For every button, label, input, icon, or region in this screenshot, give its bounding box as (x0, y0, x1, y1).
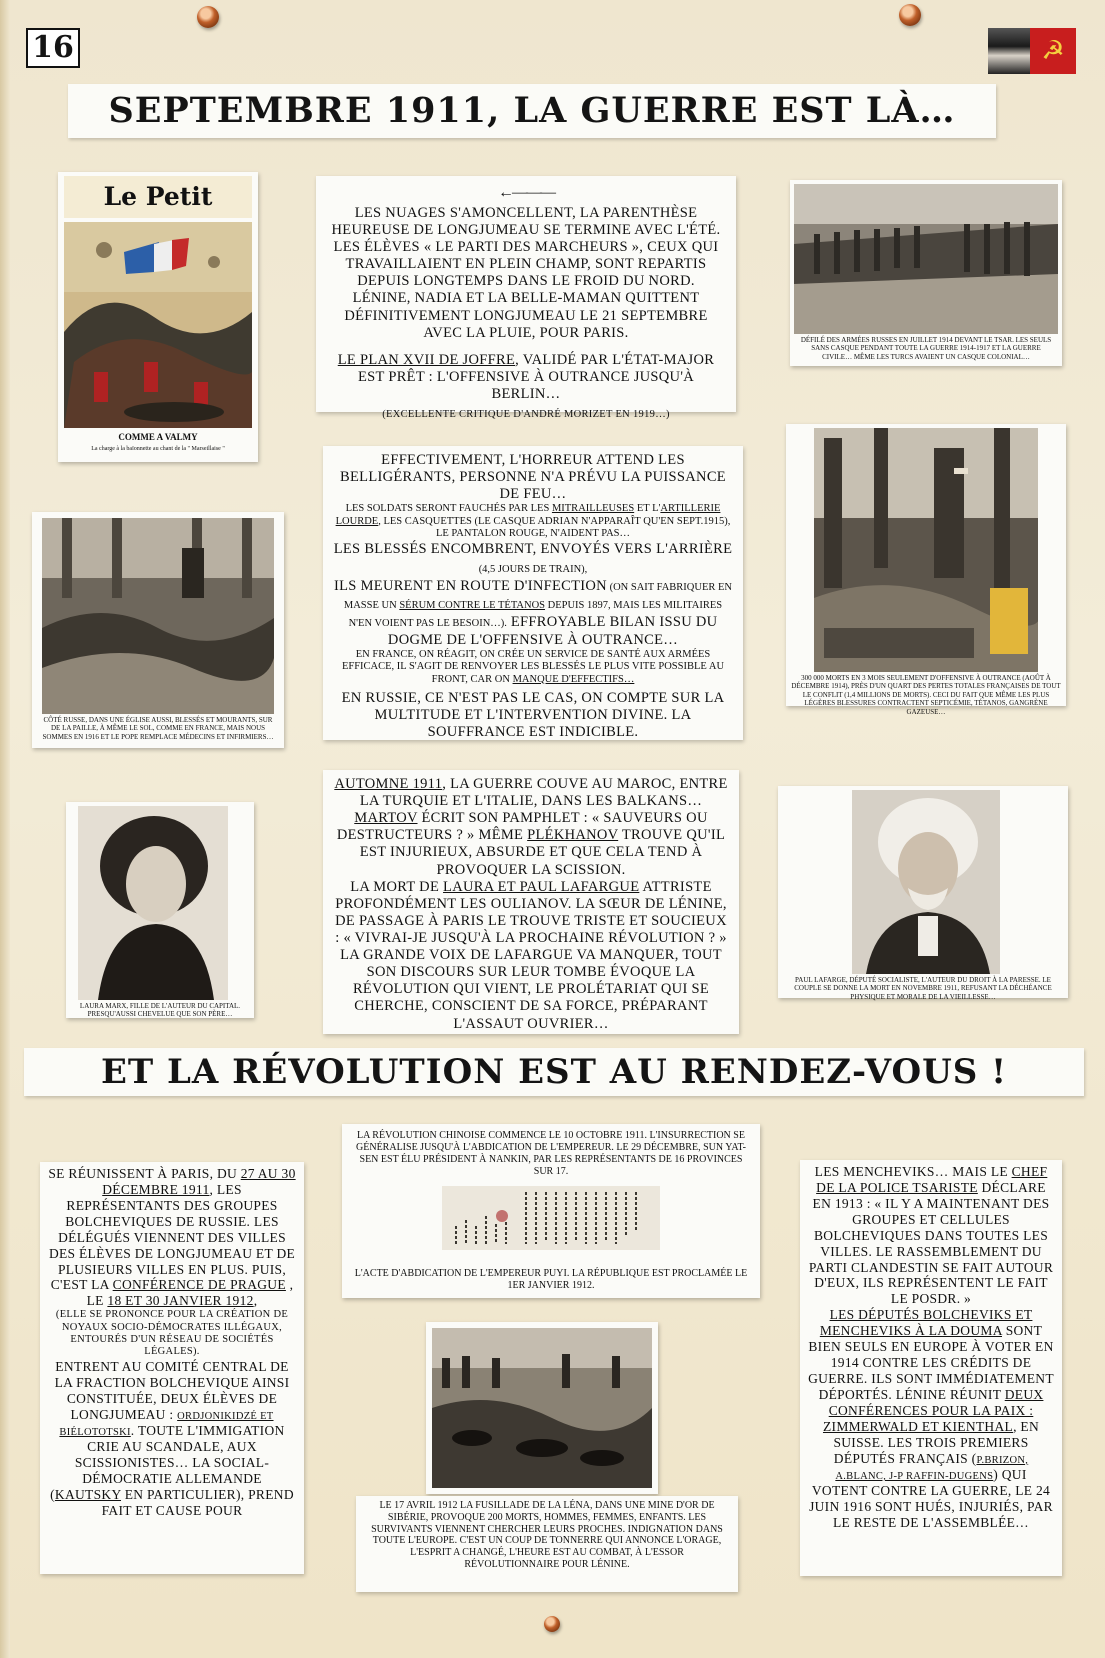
names-link: ORDJONIKIDZÉ ET BIÉLOTOTSKI (59, 1410, 274, 1438)
page-title: SEPTEMBRE 1911, LA GUERRE EST LÀ… (68, 84, 996, 138)
panel-number: 16 (26, 28, 80, 68)
block3-t5: ATTRISTE PROFONDÉMENT LES OULIANOV. LA SŒUR DE LÉNINE, DE PASSAGE À PARIS LE TROUVE TRISTE ET SOUCIEUX : « VIVRAI-JE JUSQU'À LA PROCHAINE RÉVOLUTION ? » LA GRANDE VOIX DE LAFARGUE VA MANQUER, TOUT SON DISCOURS SUR LEUR TOMBE ÉVOQUE LA RÉVOLUTION QUI VIENT, LE PROLÉTARIAT QUI SE CHERCHE, CONSCIENT DE SA FORCE, PRÉPARANT L'ASSAUT OUVRIER… (335, 878, 727, 1032)
pin-icon (899, 4, 921, 26)
lenin-logo (988, 28, 1076, 74)
parade-photo-card (790, 180, 1062, 366)
prague-link: CONFÉRENCE DE PRAGUE (112, 1277, 286, 1293)
journal-masthead: Le Petit (64, 176, 252, 218)
artillerie-link: ARTILLERIE LOURDE (335, 503, 721, 527)
chinese-revolution-text: LA RÉVOLUTION CHINOISE COMMENCE LE 10 OCTOBRE 1911. L'INSURRECTION SE GÉNÉRALISE JUSQU'À L'ABDICATION DE L'EMPEREUR. LE 29 DÉCEMBRE, SUN YAT-SEN EST ÉLU PRÉSIDENT À NANKIN, PAR LES REPRÉSENTANTS DE 16 PROVINCES SUR 17. (356, 1130, 746, 1177)
dates2-link: 18 ET 30 JANVIER 1912 (107, 1293, 254, 1309)
text-block-mencheviks (800, 1160, 1062, 1576)
block4-f: . TOUTE L'IMMIGATION CRIE AU SCANDALE, AUX SCISSIONISTES… LA SOCIAL-DÉMOCRATIE ALLEMANDE ( (50, 1422, 285, 1503)
block2-p2b: ET L' (634, 503, 661, 515)
laura-portrait (78, 806, 228, 1000)
chef-link: CHEF DE LA POLICE TSARISTE (816, 1164, 1048, 1195)
journal-subline: La charge à la baïonnette au chant de la " Marseillaise " (91, 446, 225, 452)
block1-text: LES NUAGES S'AMONCELLENT, LA PARENTHÈSE HEUREUSE DE LONGJUMEAU SE TERMINE AVEC L'ÉTÉ. LES ÉLÈVES « LE PARTI DES MARCHEURS », CEUX QUI TRAVAILLAIENT EN PLEIN CHAMP, SONT REPARTIS DEPUIS LONGTEMPS DANS LE FROID DU NORD. LÉNINE, NADIA ET LA BELLE-MAMAN QUITTENT DÉFINITIVEMENT LONGJUMEAU LE 21 SEPTEMBRE AVEC LA PLUIE, POUR PARIS. (331, 204, 721, 341)
block4-d: , (253, 1293, 258, 1309)
deputes-names-link: P.BRIZON, A.BLANC, J-P RAFFIN-DUGENS (835, 1454, 1029, 1482)
plekhanov-link: PLÉKHANOV (527, 827, 619, 844)
block2-p2a: LES SOLDATS SERONT FAUCHÉS PAR LES (345, 503, 552, 515)
block2-p5: EFFROYABLE BILAN ISSU DU DOGME DE L'OFFENSIVE À OUTRANCE… (387, 613, 718, 648)
text-block-prague (40, 1162, 304, 1574)
ruins-caption: 300 000 MORTS EN 3 MOIS SEULEMENT D'OFFENSIVE À OUTRANCE (AOÛT À DÉCEMBRE 1914), PRÈS D'UN QUART DES PERTES TOTALES FRANÇAISES DE TOUT LE CONFLIT (1,4 MILLIONS DE MORTS). CECI DU FAIT QUE MÊME LES PLUS LÉGÈRES BLESSURES CONTRACTENT SEPTICÉMIE, TÉTANOS, GANGRÈNE GAZEUSE… (791, 674, 1061, 716)
manque-link: MANQUE D'EFFECTIFS… (512, 673, 635, 685)
mitrailleuses-link: MITRAILLEUSES (551, 503, 635, 515)
board-edge (0, 0, 10, 1658)
church-photo (42, 518, 274, 714)
portrait-icon (988, 28, 1030, 74)
journal-headline: COMME A VALMY (118, 432, 198, 442)
lafargue-link: LAURA ET PAUL LAFARGUE (443, 878, 640, 895)
hammer-icon: ☭ (1030, 28, 1076, 74)
block3-t1: , LA GUERRE COUVE AU MAROC, ENTRE LA TURQUIE ET L'ITALIE, DANS LES BALKANS… (359, 776, 728, 810)
church-caption: CÔTÉ RUSSE, DANS UNE ÉGLISE AUSSI, BLESSÉS ET MOURANTS, SUR DE LA PAILLE, À MÊME LE SOL, COMME EN FRANCE, MAIS NOUS SOMMES EN 1916 ET LE POPE REMPLACE MÉDECINS ET INFIRMIERS… (42, 716, 274, 741)
lena-caption: LE 17 AVRIL 1912 LA FUSILLADE DE LA LÉNA, DANS UNE MINE D'OR DE SIBÉRIE, PROVOQUE 200 MORTS, HOMMES, FEMMES, ENFANTS. LES SURVIVANTS VIENNENT CHERCHER LEURS PROCHES. INDIGNATION DANS TOUTE L'EUROPE. C'EST UN COUP DE TONNERRE QUI ANNONCE L'ORAGE, L'ESPRIT A CHANGÉ, L'HEURE EST AU COMBAT, À L'ESSOR RÉVOLUTIONNAIRE POUR LÉNINE. (371, 1500, 723, 1570)
dates1-link: 27 AU 30 DÉCEMBRE 1911 (102, 1166, 296, 1197)
chinese-revolution-card (342, 1124, 760, 1298)
lena-caption-card (356, 1496, 738, 1592)
pin-icon (197, 6, 219, 28)
ruins-photo (814, 428, 1038, 672)
kautsky-link: KAUTSKY (54, 1487, 122, 1503)
critique-note: (EXCELLENTE CRITIQUE D'ANDRÉ MORIZET EN 1919…) (382, 409, 670, 421)
abdication-document (442, 1186, 660, 1250)
block2-p7: EN RUSSIE, CE N'EST PAS LE CAS, ON COMPTE SUR LA MULTITUDE ET L'INTERVENTION DIVINE. LA SOUFFRANCE EST INDICIBLE. (341, 690, 725, 741)
block2-p4: ILS MEURENT EN ROUTE D'INFECTION (334, 577, 607, 594)
lena-photo (432, 1328, 652, 1488)
battle-illustration (64, 222, 252, 428)
block4-c: , LE (86, 1277, 294, 1309)
ruins-photo-card (786, 424, 1066, 716)
block2-p3b: (4,5 JOURS DE TRAIN), (478, 563, 588, 575)
block4-e: ENTRENT AU COMITÉ CENTRAL DE LA FRACTION BOLCHEVIQUE AINSI CONSTITUÉE, DEUX ÉLÈVES DE LONGJUMEAU : (54, 1358, 290, 1422)
block2-p4c: DEPUIS 1897, MAIS LES MILITAIRES N'EN VOIENT PAS LE BESOIN…). (348, 599, 723, 629)
block4-small: (ELLE SE PRONONCE POUR LA CRÉATION DE NOYAUX SOCIO-DÉMOCRATES ILLÉGAUX, ENTOURÉS D'UN RÉSEAU DE SOCIÉTÉS LÉGALES). (55, 1309, 289, 1358)
paul-photo-card (778, 786, 1068, 1001)
block2-intro: EFFECTIVEMENT, L'HORREUR ATTEND LES BELLIGÉRANTS, PERSONNE N'A PRÉVU LA PUISSANCE DE FEU… (340, 452, 726, 503)
parade-photo (794, 184, 1058, 334)
block2-p3: LES BLESSÉS ENCOMBRENT, ENVOYÉS VERS L'ARRIÈRE (333, 541, 733, 558)
block4-b: , LES REPRÉSENTANTS DES GROUPES BOLCHEVIQUES DE RUSSIE. LES DÉLÉGUÉS VIENNENT DES VILLES DES ÉLÈVES DE LONGJUMEAU ET DE PLUSIEURS VILLES EN PLUS. PUIS, C'EST LA (48, 1181, 296, 1293)
plan-link: LE PLAN XVII DE JOFFRE (337, 351, 516, 368)
block6-e: ) QUI VOTENT CONTRE LA GUERRE, LE 24 JUIN 1916 SONT HUÉS, INJURIÉS, PAR LE RESTE DE L'ASSEMBLÉE… (809, 1466, 1053, 1531)
block3-t4: LA MORT DE (350, 878, 444, 895)
block3-t3: TROUVE QU'IL EST INJURIEUX, ABSURDE ET QUE CELA TEND À PROVOQUER LA SCISSION. (359, 827, 726, 878)
block2-p4b: (ON SAIT FABRIQUER EN MASSE UN (343, 581, 732, 611)
text-block-longjumeau (316, 176, 736, 421)
parade-caption: DÉFILÉ DES ARMÉES RUSSES EN JUILLET 1914 DEVANT LE TSAR. LES SEULS SANS CASQUE PENDANT TOUTE LA GUERRE 1914-1917 ET LA GUERRE CIVILE… MÊME LES TURCS AVAIENT UN CASQUE COLONIAL… (800, 336, 1052, 361)
automne-link: AUTOMNE 1911 (334, 776, 443, 792)
block3-t2: ÉCRIT SON PAMPHLET : « SAUVEURS OU DESTRUCTEURS ? » MÊME (336, 810, 708, 844)
deputes-link: LES DÉPUTÉS BOLCHEVIKS ET MENCHEVIKS À LA DOUMA (819, 1307, 1033, 1339)
abdication-caption: L'ACTE D'ABDICATION DE L'EMPEREUR PUYI. LA RÉPUBLIQUE EST PROCLAMÉE LE 1ER JANVIER 1912. (354, 1268, 748, 1291)
plan-text: , VALIDÉ PAR L'ÉTAT-MAJOR EST PRÊT : L'OFFENSIVE À OUTRANCE JUSQU'À BERLIN… (357, 351, 715, 402)
text-block-automne (323, 770, 739, 1034)
church-photo-card (32, 512, 284, 748)
section-title: ET LA RÉVOLUTION EST AU RENDEZ-VOUS ! (24, 1048, 1084, 1096)
pin-icon (544, 1616, 560, 1632)
block6-a: LES MENCHEVIKS… MAIS LE (814, 1164, 1012, 1179)
conf-link: DEUX CONFÉRENCES POUR LA PAIX : ZIMMERWALD ET KIENTHAL (822, 1386, 1044, 1434)
martov-link: MARTOV (354, 810, 418, 827)
block6-c: SONT BIEN SEULS EN EUROPE À VOTER EN 1914 CONTRE LES CRÉDITS DE GUERRE. ILS SONT IMMÉDIATEMENT DÉPORTÉS. LÉNINE RÉUNIT (808, 1323, 1054, 1402)
block4-g: EN PARTICULIER), PREND FAIT ET CAUSE POUR (101, 1487, 294, 1518)
block4-a: SE RÉUNISSENT À PARIS, DU (48, 1166, 241, 1181)
block2-p2c: , LES CASQUETTES (LE CASQUE ADRIAN N'APPARAÎT QU'EN SEPT.1915), LE PANTALON ROUGE, N'AIDENT PAS… (378, 515, 731, 540)
serum-link: SÉRUM CONTRE LE TÉTANOS (399, 599, 546, 611)
lena-photo-card (426, 1322, 658, 1494)
laura-photo-card (66, 802, 254, 1018)
laura-caption: LAURA MARX, FILLE DE L'AUTEUR DU CAPITAL. PRESQU'AUSSI CHEVELUE QUE SON PÈRE… (79, 1002, 241, 1019)
block6-d: , EN SUISSE. LES TROIS PREMIERS DÉPUTÉS FRANÇAIS ( (833, 1418, 1040, 1466)
paul-portrait (852, 790, 1000, 974)
arrow-left-icon: ←——— (498, 184, 554, 201)
text-block-horreur (323, 446, 743, 740)
block6-b: DÉCLARE EN 1913 : « IL Y A MAINTENANT DES GROUPES ET CELLULES BOLCHEVIQUES DANS TOUTES LES VILLES. LE RASSEMBLEMENT DU PARTI CLANDESTIN SE FAIT AUTOUR D'EUX, ILS REPRÉSENTENT LE FAIT LE POSDR. » (808, 1179, 1054, 1307)
paul-caption: PAUL LAFARGE, DÉPUTÉ SOCIALISTE, L'AUTEUR DU DROIT À LA PARESSE. LE COUPLE SE DONNE LA MORT EN NOVEMBRE 1911, REFUSANT LA DÉCHÉANCE PHYSIQUE ET MORALE DE LA VIEILLESSE… (794, 976, 1052, 1001)
block2-p6: EN FRANCE, ON RÉAGIT, ON CRÉE UN SERVICE DE SANTÉ AUX ARMÉES EFFICACE, IL S'AGIT DE RENVOYER LES BLESSÉS LE PLUS VITE POSSIBLE AU FRONT, CAR ON (341, 648, 725, 685)
petit-journal-cover (58, 172, 258, 462)
